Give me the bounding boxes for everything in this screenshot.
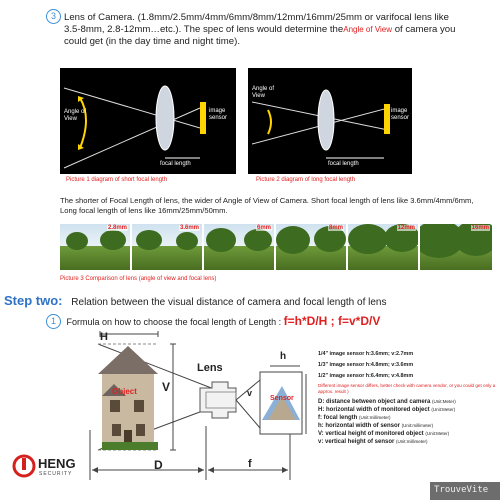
picture3-caption: Picture 3 Comparison of lens (angle of view and focal lens) — [60, 276, 217, 282]
focal-length-formula: f=h*D/H ; f=v*D/V — [283, 314, 381, 328]
picture1-caption: Picture 1 diagram of short focal length — [66, 177, 168, 183]
logo-mark-icon — [12, 454, 36, 478]
angle-of-view-label: Angle of View — [64, 109, 87, 122]
focal-label: 12mm — [397, 225, 415, 231]
item3-text: 3 Lens of Camera. (1.8mm/2.5mm/4mm/6mm/8mm/12mm/16mm/25mm or varifocal lens like 3.5-8mm, 2.8-12mm…etc.). The spec of lens would determine theAngle of View of camera you could get (in the day time and night time). — [46, 9, 491, 48]
lens-label: Lens — [197, 362, 223, 374]
long-focal-diagram-graphic — [248, 68, 412, 174]
distance-D-label: D — [154, 458, 163, 472]
step-two-heading — [4, 293, 498, 308]
step-two-subtitle: Relation between the visual distance of camera and focal length of lens — [71, 297, 387, 308]
focal-label: 2.8mm — [107, 225, 127, 231]
sensor-label: Sensor — [270, 395, 294, 402]
logo-brand: HENG — [38, 456, 76, 471]
short-focal-length-diagram — [60, 68, 236, 174]
sensor-spec-quarter: 1/4" image sensor h:3.6mm; v:2.7mm — [318, 351, 414, 357]
sensor-specs: 1/4" image sensor h:3.6mm; v:2.7mm 1/3" image sensor h:4.8mm; v:3.6mm 1/2" image sensor h:6.4mm; v:4.8mm Different image sensor differs, better check with camera vendor, or you could get only a approx. result ) D: distance between object and camera (Unit:Meter) H: horizontal width of monitored object (Unit:Meter) f: focal length (Unit:millimeter) h: horizontal width of sensor (Unit:millimeter) V: vertical height of monitored object (Unit:Meter) v: vertical height of sensor (Unit:millimeter) — [318, 351, 498, 446]
formula-line: 1 Formula on how to choose the focal length of Length : f=h*D/H ; f=v*D/V — [46, 314, 496, 329]
focal-label: 6mm — [256, 225, 271, 231]
focal-length-explanation: The shorter of Focal Length of lens, the wider of Angle of View of Camera. Short focal length of lens like 3.6mm/4mm/6mm, Long focal length of lens like 16mm/25mm/50mm. — [60, 196, 474, 215]
angle-of-view-highlight: Angle of View — [343, 25, 393, 34]
sensor-spec-half: 1/2" image sensor h:6.4mm; v:4.8mm — [318, 373, 414, 379]
watermark: TrouveVite — [430, 482, 500, 500]
image-sensor-label: image sensor — [391, 108, 410, 121]
focal-length-label: focal length — [160, 161, 191, 167]
logo-sub: SECURITY — [39, 471, 73, 477]
thumb-2-8mm — [60, 224, 130, 270]
angle-of-view-label: Angle of View — [252, 86, 275, 99]
thumb-8mm — [276, 224, 346, 270]
focal-length-label: focal length — [328, 161, 359, 167]
sensor-note: Different image sensor differs, better check with camera vendor, or you could get only a approx. result ) — [318, 383, 496, 394]
focal-length-f-label: f — [248, 458, 252, 470]
item-number-badge: 1 — [46, 314, 61, 329]
thumb-16mm — [420, 224, 492, 270]
sensor-width-h-label: h — [280, 351, 287, 362]
object-label: Object — [112, 387, 137, 396]
image-sensor-label: image sensor — [209, 108, 228, 121]
sensor-height-v-label: v — [247, 388, 253, 398]
lens-comparison-strip — [60, 224, 492, 270]
picture2-caption: Picture 2 diagram of long focal length — [256, 177, 356, 183]
long-focal-length-diagram — [248, 68, 412, 174]
thumb-12mm — [348, 224, 418, 270]
focal-label: 8mm — [328, 225, 343, 231]
sensor-spec-third: 1/3" image sensor h:4.8mm; v:3.6mm — [318, 362, 414, 368]
thumb-6mm — [204, 224, 274, 270]
focal-label: 3.6mm — [179, 225, 199, 231]
step-two-title: Step two: — [4, 293, 63, 308]
thumb-3-6mm — [132, 224, 202, 270]
object-width-H-label: H — [100, 331, 108, 343]
item-number-badge: 3 — [46, 9, 61, 24]
brand-logo — [12, 454, 92, 480]
focal-label: 16mm — [471, 225, 489, 231]
object-height-V-label: V — [162, 380, 171, 394]
